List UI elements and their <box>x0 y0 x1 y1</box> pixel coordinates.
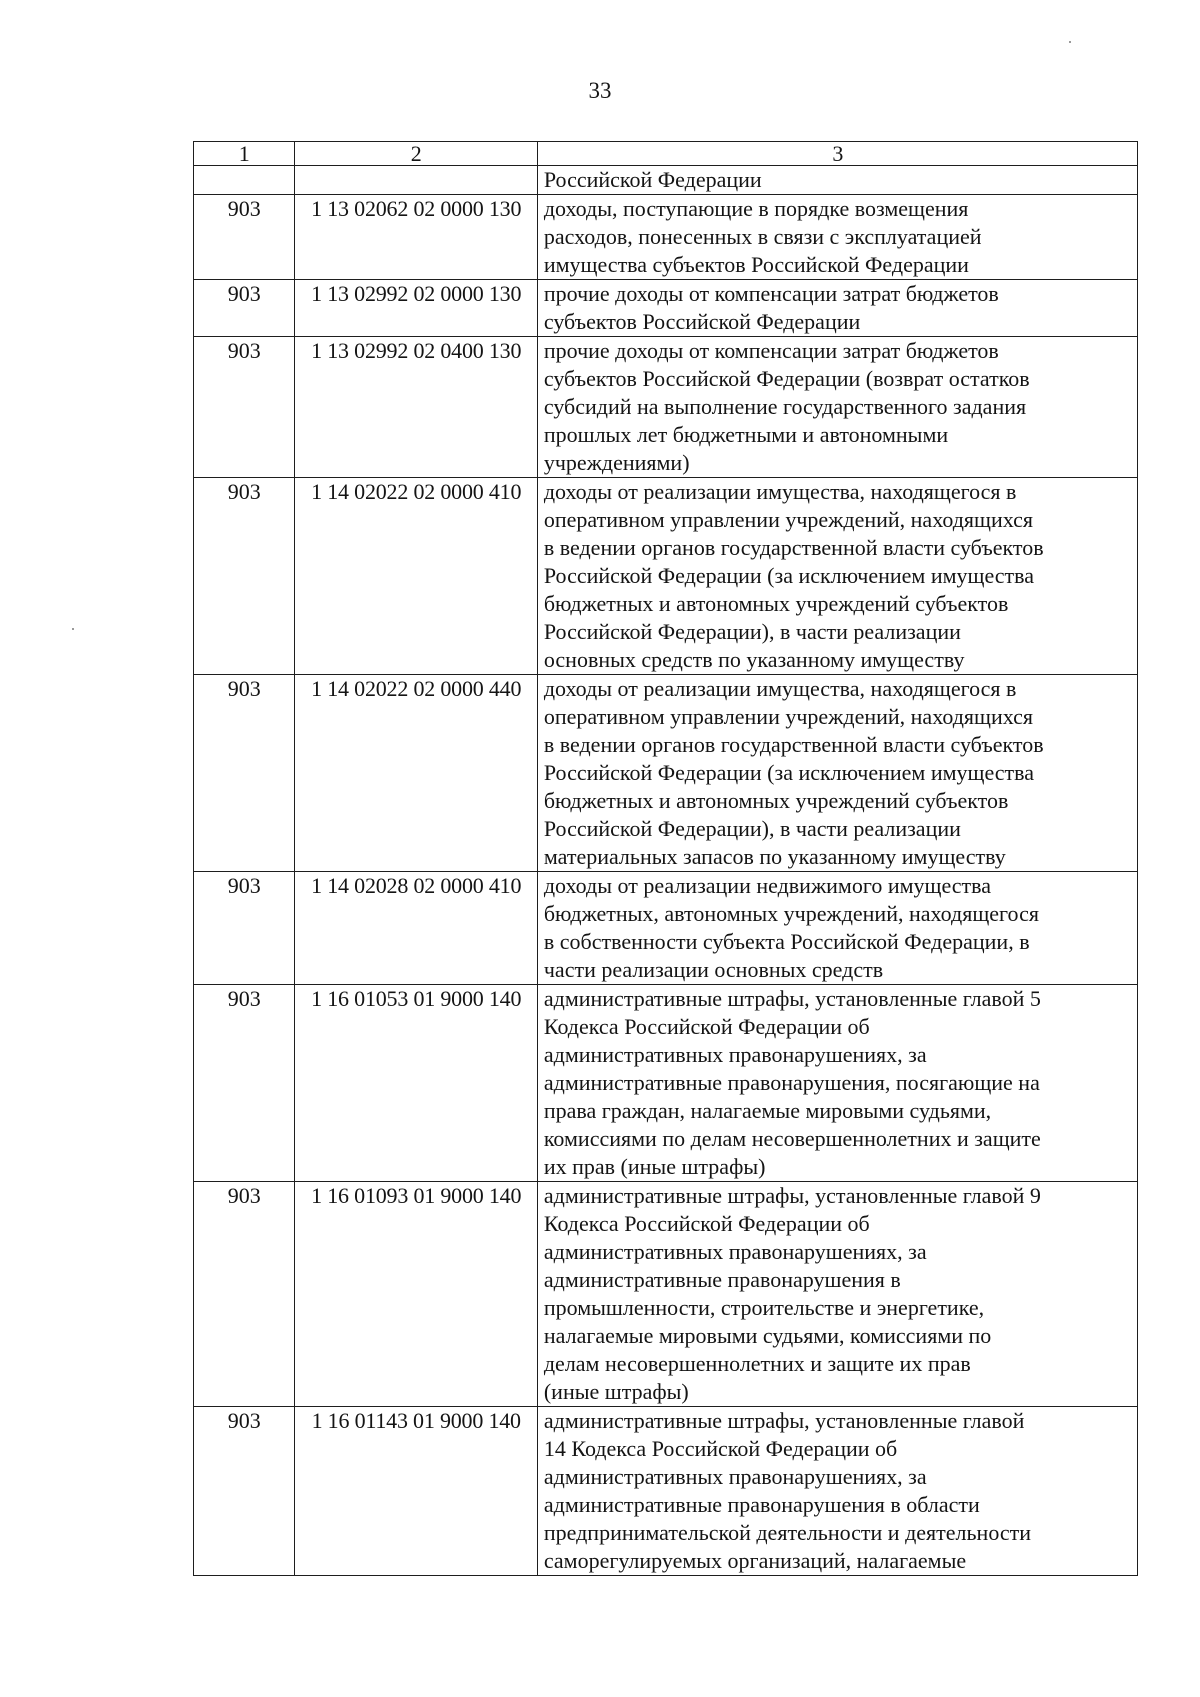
admin-code-cell: 903 <box>194 478 295 675</box>
description-line: административные правонарушения, посягающие на <box>543 1070 1040 1095</box>
revenue-codes-table <box>193 141 1138 1576</box>
revenue-code-cell: 1 14 02022 02 0000 410 <box>294 478 537 675</box>
admin-code-cell: 903 <box>194 337 295 478</box>
admin-code-cell: 903 <box>194 675 295 872</box>
scan-speck <box>1069 41 1071 43</box>
description-line: налагаемые мировыми судьями, комиссиями по <box>543 1323 992 1348</box>
admin-code-cell: 903 <box>194 1407 295 1576</box>
description-line: доходы, поступающие в порядке возмещения <box>543 196 969 221</box>
description-line: делам несовершеннолетних и защите их прав <box>543 1351 971 1376</box>
admin-code-cell: 903 <box>194 872 295 985</box>
table-row <box>194 872 1138 985</box>
table-row <box>194 195 1138 280</box>
revenue-code-cell: 1 13 02062 02 0000 130 <box>294 195 537 280</box>
table-row <box>194 337 1138 478</box>
description-line: Кодекса Российской Федерации об <box>543 1211 870 1236</box>
description-cell <box>537 195 1137 280</box>
description-line: промышленности, строительстве и энергетике, <box>543 1295 985 1320</box>
revenue-code-cell: 1 13 02992 02 0000 130 <box>294 280 537 337</box>
admin-code-cell: 903 <box>194 1182 295 1407</box>
admin-code-cell <box>194 166 295 195</box>
description-cell <box>537 1407 1137 1576</box>
revenue-code-cell: 1 14 02028 02 0000 410 <box>294 872 537 985</box>
admin-code-cell: 903 <box>194 280 295 337</box>
admin-code-cell: 903 <box>194 985 295 1182</box>
description-line: административных правонарушениях, за <box>543 1239 927 1264</box>
table-body <box>194 142 1138 1576</box>
description-line: Российской Федерации <box>543 167 762 192</box>
revenue-code-cell: 1 16 01143 01 9000 140 <box>294 1407 537 1576</box>
description-line: административных правонарушениях, за <box>543 1464 927 1489</box>
description-line: основных средств по указанному имуществу <box>543 647 965 672</box>
description-cell <box>537 337 1137 478</box>
description-line: учреждениями) <box>543 450 690 475</box>
description-line: Российской Федерации), в части реализации <box>543 619 961 644</box>
description-line: Российской Федерации (за исключением имущества <box>543 563 1035 588</box>
description-line: бюджетных и автономных учреждений субъектов <box>543 788 1009 813</box>
description-line: административные штрафы, установленные главой 5 <box>543 986 1041 1011</box>
description-line: в собственности субъекта Российской Федерации, в <box>543 929 1030 954</box>
description-line: бюджетных и автономных учреждений субъектов <box>543 591 1009 616</box>
description-line: предпринимательской деятельности и деятельности <box>543 1520 1032 1545</box>
description-line: Российской Федерации), в части реализации <box>543 816 961 841</box>
table-row <box>194 478 1138 675</box>
description-line: их прав (иные штрафы) <box>543 1154 766 1179</box>
description-line: доходы от реализации имущества, находящегося в <box>543 676 1017 701</box>
description-line: саморегулируемых организаций, налагаемые <box>543 1548 967 1573</box>
description-line: расходов, понесенных в связи с эксплуатацией <box>543 224 982 249</box>
description-line: прошлых лет бюджетными и автономными <box>543 422 949 447</box>
description-line: доходы от реализации недвижимого имущества <box>543 873 992 898</box>
description-cell <box>537 478 1137 675</box>
description-line: административных правонарушениях, за <box>543 1042 927 1067</box>
header-cell-col1: 1 <box>194 142 295 166</box>
page-number: 33 <box>588 78 612 103</box>
table-row <box>194 166 1138 195</box>
description-line: субсидий на выполнение государственного задания <box>543 394 1027 419</box>
table-row <box>194 675 1138 872</box>
revenue-code-cell: 1 16 01053 01 9000 140 <box>294 985 537 1182</box>
scan-speck <box>72 628 74 630</box>
description-line: административные правонарушения в <box>543 1267 901 1292</box>
table-row <box>194 1182 1138 1407</box>
description-line: административные штрафы, установленные главой <box>543 1408 1025 1433</box>
header-cell-col2: 2 <box>294 142 537 166</box>
description-line: прочие доходы от компенсации затрат бюджетов <box>543 338 999 363</box>
table-row <box>194 1407 1138 1576</box>
description-line: комиссиями по делам несовершеннолетних и защите <box>543 1126 1041 1151</box>
description-line: оперативном управлении учреждений, находящихся <box>543 507 1033 532</box>
description-line: субъектов Российской Федерации <box>543 309 861 334</box>
description-line: прочие доходы от компенсации затрат бюджетов <box>543 281 999 306</box>
description-line: оперативном управлении учреждений, находящихся <box>543 704 1033 729</box>
description-line: материальных запасов по указанному имуществу <box>543 844 1006 869</box>
description-cell <box>537 872 1137 985</box>
description-line: Российской Федерации (за исключением имущества <box>543 760 1035 785</box>
description-line: имущества субъектов Российской Федерации <box>543 252 969 277</box>
description-line: бюджетных, автономных учреждений, находящегося <box>543 901 1039 926</box>
description-cell <box>537 166 1137 195</box>
description-line: права граждан, налагаемые мировыми судьями, <box>543 1098 992 1123</box>
header-cell-col3: 3 <box>537 142 1137 166</box>
description-line: Кодекса Российской Федерации об <box>543 1014 870 1039</box>
table-header-row <box>194 142 1138 166</box>
description-line: субъектов Российской Федерации (возврат остатков <box>543 366 1030 391</box>
revenue-code-cell: 1 13 02992 02 0400 130 <box>294 337 537 478</box>
revenue-code-cell: 1 16 01093 01 9000 140 <box>294 1182 537 1407</box>
description-cell <box>537 1182 1137 1407</box>
description-line: в ведении органов государственной власти субъектов <box>543 732 1044 757</box>
revenue-code-cell: 1 14 02022 02 0000 440 <box>294 675 537 872</box>
table-row <box>194 985 1138 1182</box>
description-line: в ведении органов государственной власти субъектов <box>543 535 1044 560</box>
description-cell <box>537 985 1137 1182</box>
description-line: административные штрафы, установленные главой 9 <box>543 1183 1041 1208</box>
table-row <box>194 280 1138 337</box>
description-line: 14 Кодекса Российской Федерации об <box>543 1436 898 1461</box>
description-line: части реализации основных средств <box>543 957 884 982</box>
description-cell <box>537 280 1137 337</box>
description-line: (иные штрафы) <box>543 1379 689 1404</box>
description-cell <box>537 675 1137 872</box>
revenue-code-cell <box>294 166 537 195</box>
description-line: административные правонарушения в области <box>543 1492 980 1517</box>
description-line: доходы от реализации имущества, находящегося в <box>543 479 1017 504</box>
admin-code-cell: 903 <box>194 195 295 280</box>
